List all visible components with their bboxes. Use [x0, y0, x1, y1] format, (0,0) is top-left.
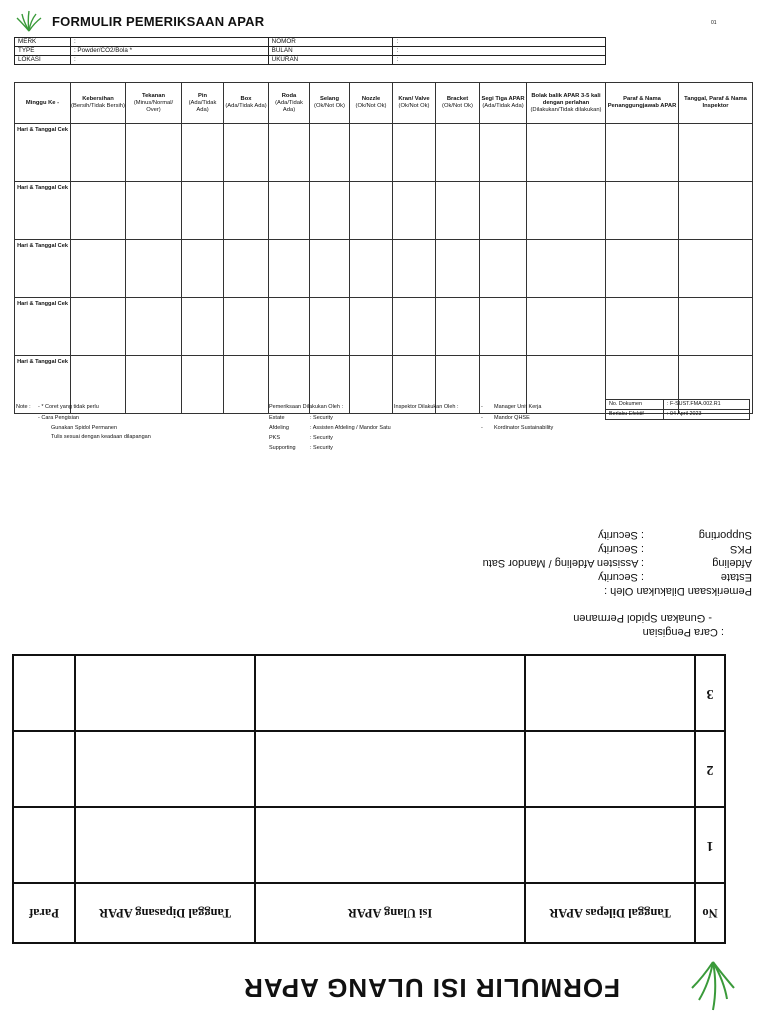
table-cell[interactable] — [527, 124, 606, 182]
table-row — [15, 182, 753, 240]
table-cell[interactable] — [606, 124, 679, 182]
table-cell[interactable] — [679, 240, 753, 298]
table-cell[interactable] — [436, 298, 480, 356]
checker-label: Afdeling — [712, 557, 752, 569]
table-cell[interactable] — [525, 731, 695, 807]
table-cell[interactable] — [527, 240, 606, 298]
form-header-table — [14, 37, 606, 65]
table-cell[interactable] — [182, 124, 224, 182]
table-cell[interactable] — [350, 356, 393, 414]
table-cell[interactable] — [350, 182, 393, 240]
refill-form-rotated — [0, 500, 768, 1024]
table-cell[interactable] — [75, 655, 255, 731]
table-row — [15, 240, 753, 298]
row-label: Hari & Tanggal Cek — [15, 124, 71, 182]
table-cell[interactable] — [606, 240, 679, 298]
column-header: Minggu Ke - — [15, 83, 71, 124]
lokasi-field[interactable]: : — [70, 56, 268, 65]
checker-value: : Security — [598, 543, 644, 555]
header-label: TYPE — [15, 47, 71, 56]
table-cell[interactable] — [606, 298, 679, 356]
table-cell[interactable] — [436, 182, 480, 240]
dash: - — [481, 404, 483, 410]
table-row — [13, 731, 725, 807]
column-header: Pin (Ada/Tidak Ada) — [182, 83, 224, 124]
inspector-item: Kordinator Sustainability — [494, 425, 554, 431]
table-cell[interactable] — [310, 240, 350, 298]
refill-form-title: FORMULIR ISI ULANG APAR — [243, 973, 620, 1003]
table-cell[interactable] — [224, 182, 269, 240]
row-number: 3 — [695, 655, 725, 731]
refill-table — [12, 654, 726, 944]
table-cell[interactable] — [126, 298, 182, 356]
table-cell[interactable] — [310, 124, 350, 182]
table-cell[interactable] — [393, 240, 436, 298]
table-cell[interactable] — [436, 240, 480, 298]
table-cell[interactable] — [224, 124, 269, 182]
table-cell[interactable] — [126, 356, 182, 414]
column-header: Bolak balik APAR 3-5 kali dengan perlahan (Dilakukan/Tidak dilakukan) — [527, 83, 606, 124]
table-cell[interactable] — [182, 298, 224, 356]
column-header: Segi Tiga APAR (Ada/Tidak Ada) — [480, 83, 527, 124]
header-row-merk — [15, 38, 606, 47]
inspector-item: Mandor QHSE — [494, 415, 530, 421]
table-row — [15, 124, 753, 182]
table-cell[interactable] — [436, 124, 480, 182]
checked-by-label: Pemeriksaan Dilakukan Oleh : — [269, 404, 343, 410]
column-header: Tanggal Dipasang APAR — [75, 883, 255, 943]
checker-value: : Security — [598, 571, 644, 583]
table-cell[interactable] — [71, 124, 126, 182]
table-cell[interactable] — [269, 240, 310, 298]
table-cell[interactable] — [606, 182, 679, 240]
doc-number-value: : F-SUST.FMA.002.R1 — [664, 400, 750, 410]
table-cell[interactable] — [269, 182, 310, 240]
company-logo-icon — [690, 960, 736, 1012]
table-cell[interactable] — [527, 298, 606, 356]
table-cell[interactable] — [182, 182, 224, 240]
checker-value: : Security — [310, 435, 333, 441]
table-cell[interactable] — [393, 182, 436, 240]
checker-value: : Security — [598, 529, 644, 541]
column-header: Kebersihan (Bersih/Tidak Bersih) — [71, 83, 126, 124]
company-logo-icon — [16, 10, 42, 32]
checker-value: : Assisten Afdeling / Mandor Satu — [482, 557, 644, 569]
type-field[interactable]: : Powder/CO2/Bola * — [70, 47, 268, 56]
inspector-item: Manager Unit Kerja — [494, 404, 542, 410]
note-line: Tulis sesuai dengan keadaan dilapangan — [51, 434, 151, 440]
column-header: Paraf — [13, 883, 75, 943]
checker-label: Estate — [269, 415, 285, 421]
row-label: Hari & Tanggal Cek — [15, 240, 71, 298]
ukuran-field[interactable]: : — [393, 56, 606, 65]
checker-label: PKS — [729, 543, 752, 555]
table-cell[interactable] — [126, 240, 182, 298]
row-label: Hari & Tanggal Cek — [15, 356, 71, 414]
header-label: UKURAN — [268, 56, 393, 65]
checker-label: Supporting — [698, 529, 752, 541]
table-cell[interactable] — [679, 124, 753, 182]
checker-label: Estate — [720, 571, 752, 583]
table-cell[interactable] — [71, 240, 126, 298]
table-cell[interactable] — [480, 124, 527, 182]
column-header: Tanggal Dilepas APAR — [525, 883, 695, 943]
bulan-field[interactable]: : — [393, 47, 606, 56]
table-cell[interactable] — [480, 240, 527, 298]
refill-header-row — [13, 883, 725, 943]
table-cell[interactable] — [255, 655, 525, 731]
note-line: - * Coret yang tidak perlu — [38, 404, 99, 410]
header-label: BULAN — [268, 47, 393, 56]
row-number: 1 — [695, 807, 725, 883]
row-number: 2 — [695, 731, 725, 807]
table-cell[interactable] — [393, 124, 436, 182]
note-label: Note : — [16, 404, 31, 410]
table-row — [13, 655, 725, 731]
column-header: Selang (Ok/Not Ok) — [310, 83, 350, 124]
table-cell[interactable] — [525, 655, 695, 731]
table-cell[interactable] — [310, 298, 350, 356]
column-header: Box (Ada/Tidak Ada) — [224, 83, 269, 124]
table-cell[interactable] — [350, 298, 393, 356]
column-header: Tanggal, Paraf & Nama Inspektor — [679, 83, 753, 124]
dash: - — [481, 415, 483, 421]
column-header: Paraf & Nama Penanggungjawab APAR — [606, 83, 679, 124]
inspection-table — [14, 82, 753, 414]
checker-value: : Assisten Afdeling / Mandor Satu — [310, 425, 391, 431]
column-header: Roda (Ada/Tidak Ada) — [269, 83, 310, 124]
row-label: Hari & Tanggal Cek — [15, 182, 71, 240]
table-cell[interactable] — [525, 807, 695, 883]
table-cell[interactable] — [13, 655, 75, 731]
table-cell[interactable] — [71, 182, 126, 240]
table-cell[interactable] — [527, 182, 606, 240]
form-title: FORMULIR PEMERIKSAAN APAR — [52, 14, 265, 29]
table-cell[interactable] — [182, 356, 224, 414]
table-cell[interactable] — [679, 182, 753, 240]
table-cell[interactable] — [224, 298, 269, 356]
table-cell[interactable] — [224, 240, 269, 298]
table-cell[interactable] — [480, 298, 527, 356]
table-cell[interactable] — [126, 182, 182, 240]
column-header: Nozzle (Ok/Not Ok) — [350, 83, 393, 124]
cara-label: : Cara Pengisian — [642, 626, 724, 638]
document-meta-table — [605, 399, 750, 420]
table-cell[interactable] — [480, 182, 527, 240]
nomor-field[interactable]: : — [393, 38, 606, 47]
table-cell[interactable] — [269, 298, 310, 356]
header-label: MERK — [15, 38, 71, 47]
table-cell[interactable] — [75, 807, 255, 883]
effective-date-value: : 04 April 2023 — [664, 410, 750, 420]
checker-label: Supporting — [269, 445, 296, 451]
doc-number-label: No. Dokumen — [606, 400, 664, 410]
table-cell[interactable] — [71, 298, 126, 356]
table-row — [15, 298, 753, 356]
table-cell[interactable] — [126, 124, 182, 182]
table-row — [13, 807, 725, 883]
header-row-type — [15, 47, 606, 56]
table-cell[interactable] — [269, 124, 310, 182]
header-row-lokasi — [15, 56, 606, 65]
table-cell[interactable] — [350, 240, 393, 298]
note-line: - Cara Pengisian — [38, 415, 79, 421]
table-cell[interactable] — [182, 240, 224, 298]
inspection-header-row — [15, 83, 753, 124]
checker-label: PKS — [269, 435, 281, 441]
effective-date-label: Berlaku Efektif — [606, 410, 664, 420]
checker-label: Afdeling — [269, 425, 289, 431]
table-cell[interactable] — [13, 807, 75, 883]
table-cell[interactable] — [393, 298, 436, 356]
note-line: Gunakan Spidol Permanen — [51, 425, 118, 431]
checker-value: : Security — [310, 415, 333, 421]
column-header: Isi Ulang APAR — [255, 883, 525, 943]
merk-field[interactable]: : — [70, 38, 268, 47]
table-cell[interactable] — [679, 298, 753, 356]
inspector-label: Inspektor Dilakukan Oleh : — [394, 404, 459, 410]
column-header: Tekanan (Minus/Normal/ Over) — [126, 83, 182, 124]
page-number: 01 — [711, 20, 717, 26]
column-header: No — [695, 883, 725, 943]
checked-by-label: Pemeriksaan Dilakukan Oleh : — [604, 585, 752, 597]
checker-value: : Security — [310, 445, 333, 451]
table-cell[interactable] — [75, 731, 255, 807]
cara-item: - Gunakan Spidol Permanen — [573, 612, 712, 624]
table-cell[interactable] — [310, 182, 350, 240]
table-cell[interactable] — [255, 731, 525, 807]
column-header: Kran/ Valve (Ok/Not Ok) — [393, 83, 436, 124]
header-label: LOKASI — [15, 56, 71, 65]
header-label: NOMOR — [268, 38, 393, 47]
dash: - — [481, 425, 483, 431]
table-cell[interactable] — [224, 356, 269, 414]
table-cell[interactable] — [350, 124, 393, 182]
column-header: Bracket (Ok/Not Ok) — [436, 83, 480, 124]
table-cell[interactable] — [255, 807, 525, 883]
table-cell[interactable] — [13, 731, 75, 807]
row-label: Hari & Tanggal Cek — [15, 298, 71, 356]
